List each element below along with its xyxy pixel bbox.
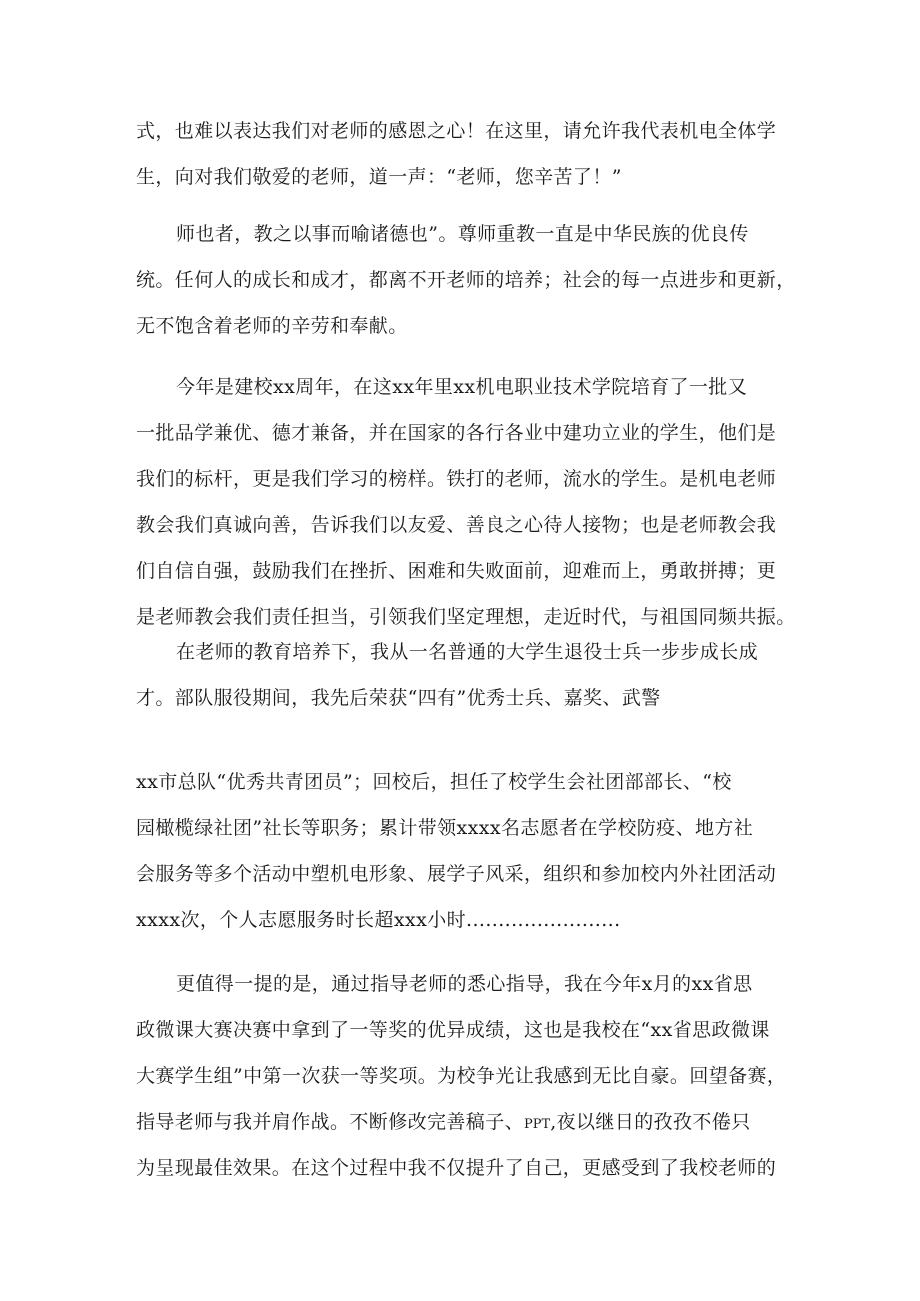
paragraph-4: [136, 629, 786, 721]
text-line: 更值得一提的是，通过指导老师的悉心指导，我在今年x月的xx省思: [176, 973, 753, 995]
text-line: 政微课大赛决赛中拿到了一等奖的优异成绩，这也是我校在“xx省思政微课: [136, 1019, 770, 1041]
text-line: 才。部队服役期间，我先后荣获“四有”优秀士兵、嘉奖、武警: [136, 687, 661, 709]
text-line: [136, 1099, 786, 1145]
paragraph-6: [136, 961, 786, 1191]
text-line: 园橄榄绿社团”社长等职务；累计带领xxxx名志愿者在学校防疫、地方社: [136, 817, 754, 839]
text-line: 师也者，教之以事而喻诸德也”。尊师重教一直是中华民族的优良传: [176, 223, 749, 245]
text-line: 教会我们真诚向善，告诉我们以友爱、善良之心待人接物；也是老师教会我: [136, 514, 777, 536]
text-line: 今年是建校xx周年，在这xx年里xx机电职业技术学院培育了一批又: [176, 376, 748, 398]
text-line: 们自信自强，鼓励我们在挫折、困难和失败面前，迎难而上，勇敢拼搏；更: [136, 560, 777, 582]
text-line: xxxx次，个人志愿服务时长超xxx小时........................: [136, 909, 621, 931]
text-line: 在老师的教育培养下，我从一名普通的大学生退役士兵一步步成长成: [176, 641, 759, 663]
text-line: 生，向对我们敬爱的老师，道一声：“老师，您辛苦了！”: [136, 166, 622, 188]
text-line: 一批品学兼优、德才兼备，并在国家的各行各业中建功立业的学生，他们是: [136, 422, 777, 444]
paragraph-3: [136, 364, 796, 640]
text-line: 会服务等多个活动中塑机电形象、展学子风采，组织和参加校内外社团活动: [136, 863, 777, 885]
paragraph-2: [136, 211, 796, 349]
text-segment: ,夜以继日的孜孜不倦只: [550, 1111, 751, 1133]
text-line: 是老师教会我们责任担当，引领我们坚定理想，走近时代，与祖国同频共振。: [136, 606, 796, 628]
ppt-abbreviation: PPT: [524, 1117, 551, 1132]
text-line: 统。任何人的成长和成才，都离不开老师的培养；社会的每一点进步和更新，: [136, 269, 796, 291]
text-line: 大赛学生组”中第一次获一等奖项。为校争光让我感到无比自豪。回望备赛，: [136, 1065, 787, 1087]
text-line: 我们的标杆，更是我们学习的榜样。铁打的老师，流水的学生。是机电老师: [136, 468, 777, 490]
text-segment: 指导老师与我并肩作战。不断修改完善稿子、: [136, 1111, 525, 1133]
text-line: xx市总队“优秀共青团员”；回校后，担任了校学生会社团部部长、“校: [136, 771, 732, 793]
text-line: 无不饱含着老师的辛劳和奉献。: [136, 315, 408, 337]
text-line: 为呈现最佳效果。在这个过程中我不仅提升了自己，更感受到了我校老师的: [136, 1157, 777, 1179]
paragraph-1: [136, 108, 786, 200]
text-line: 式，也难以表达我们对老师的感恩之心！在这里，请允许我代表机电全体学: [136, 120, 777, 142]
paragraph-5: [136, 759, 786, 943]
